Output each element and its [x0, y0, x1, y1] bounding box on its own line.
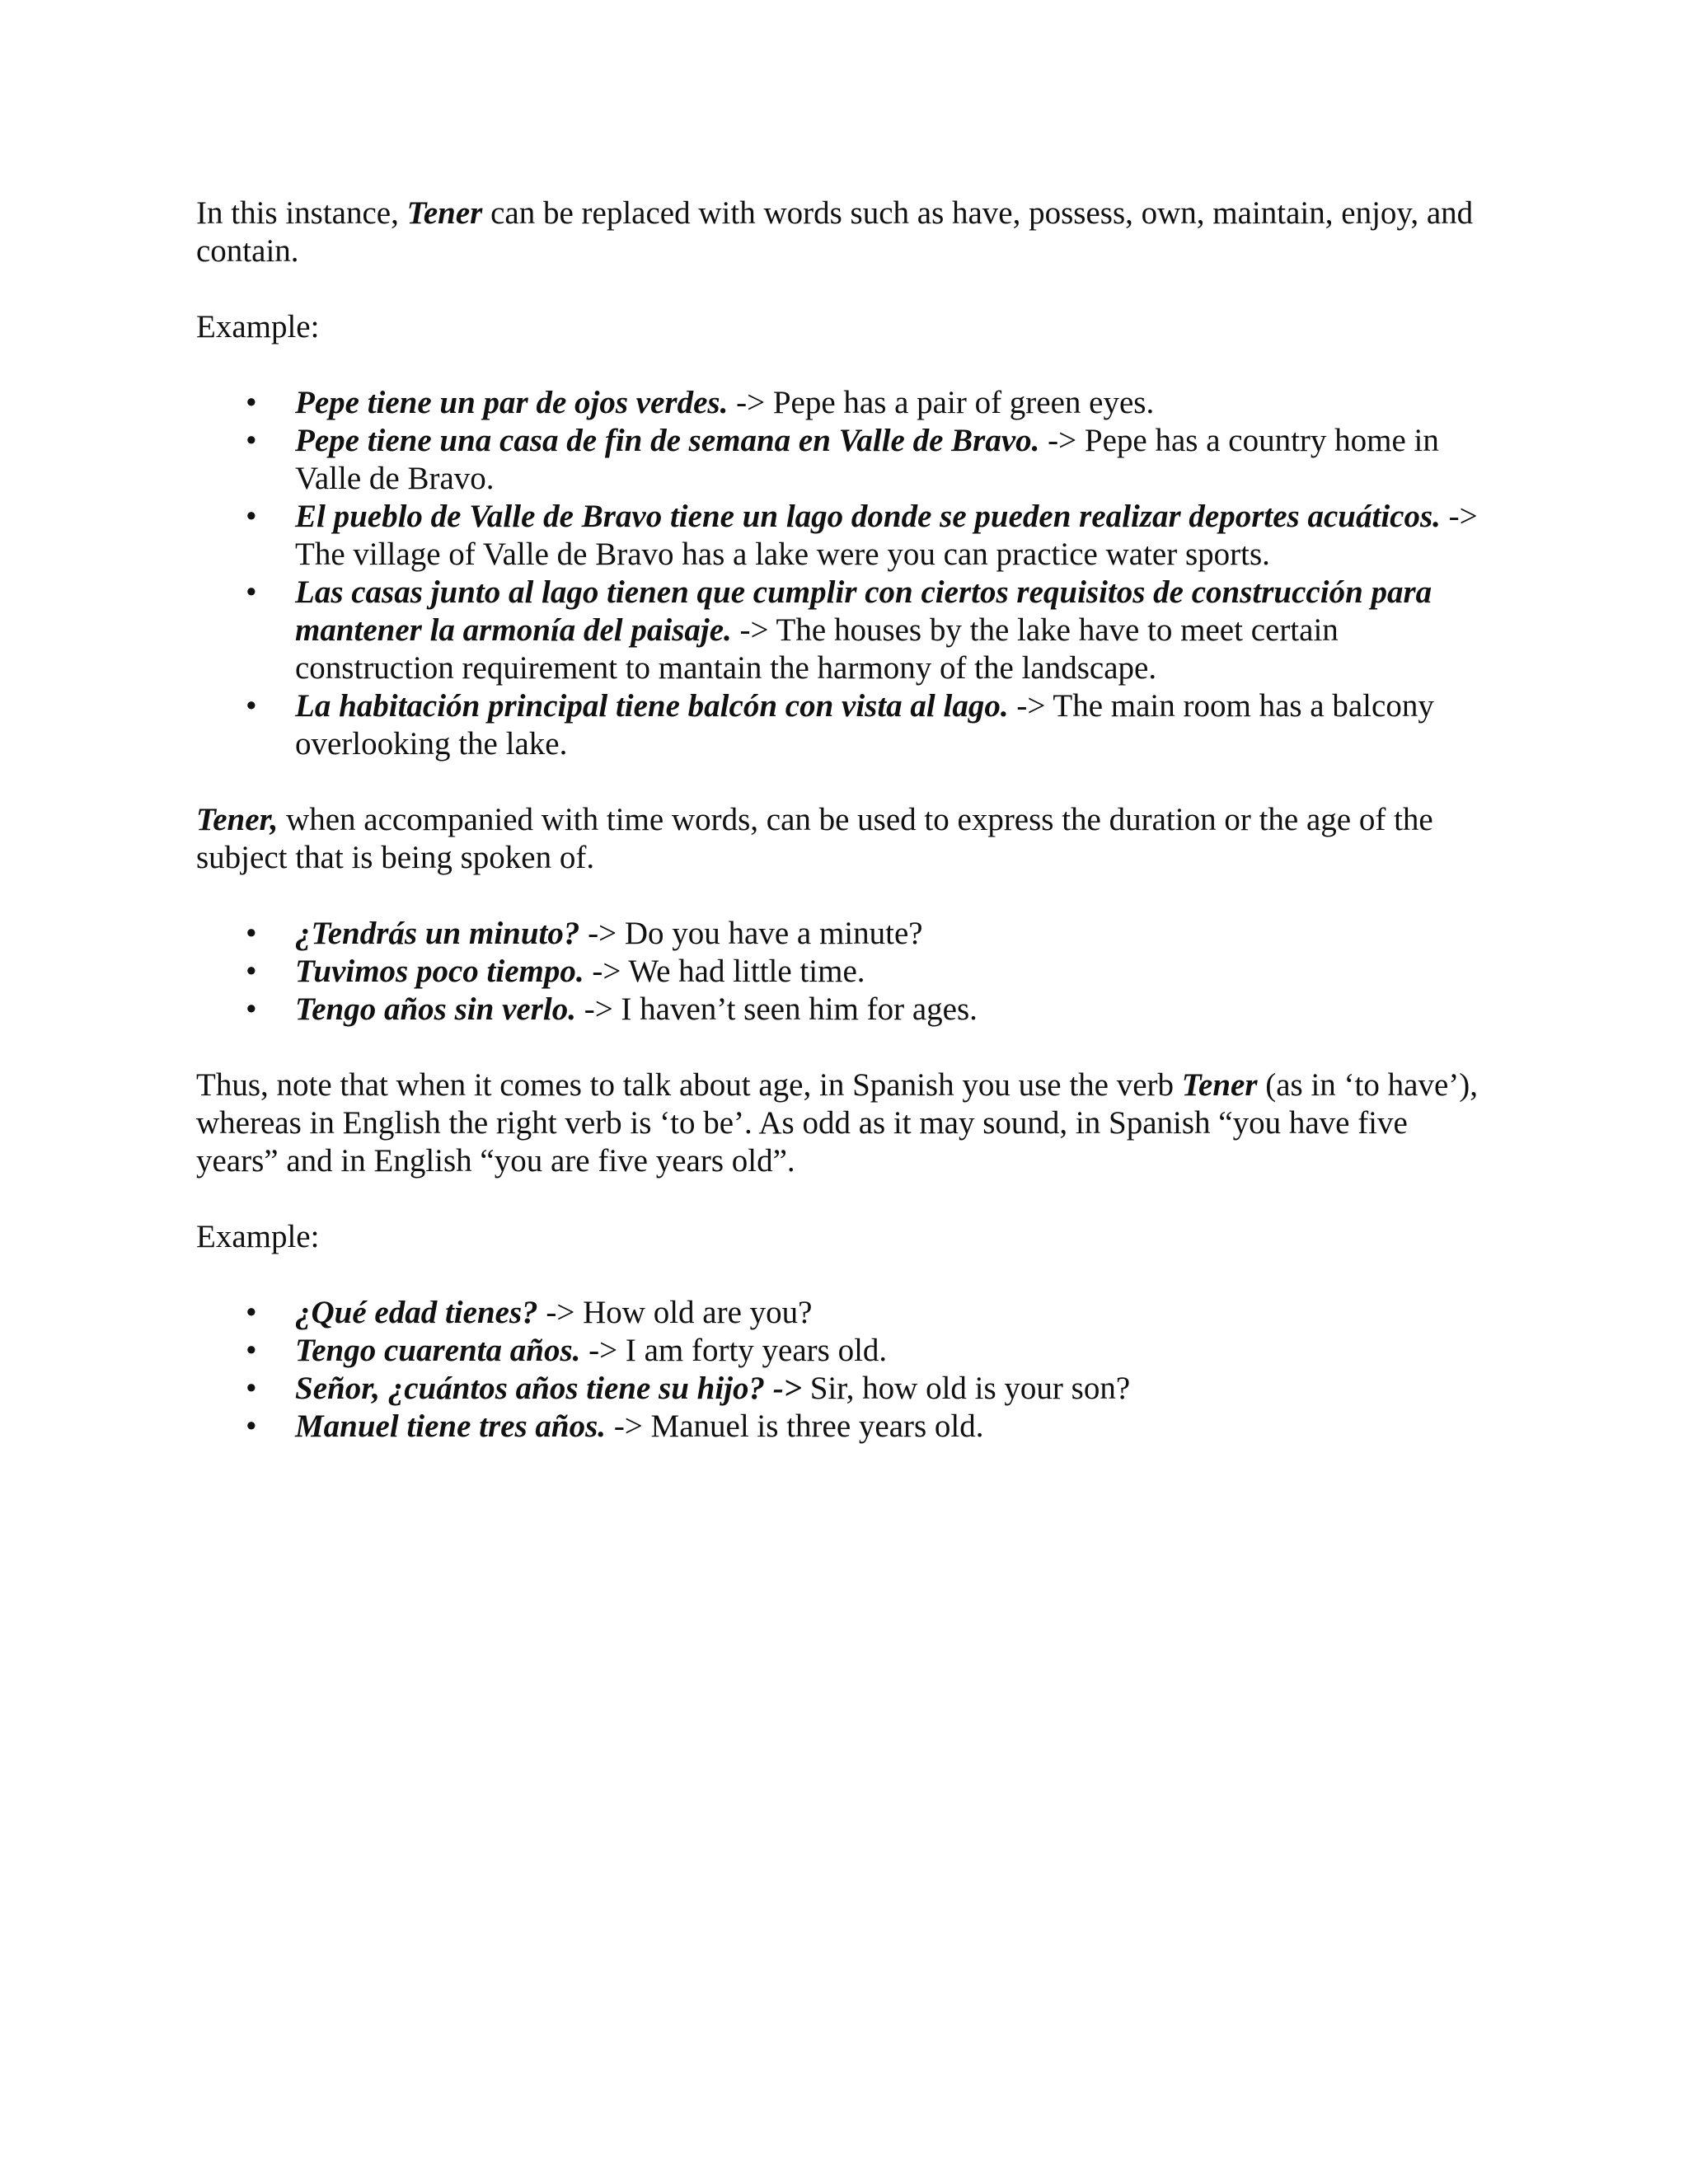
list-item [196, 1408, 1490, 1446]
example-list-possession [196, 384, 1490, 763]
intro-paragraph [196, 194, 1490, 270]
english-translation: -> I am forty years old. [580, 1333, 888, 1368]
spanish-sentence: Señor, ¿cuántos años tiene su hijo? -> [295, 1371, 802, 1406]
keyword-tener: Tener [1181, 1067, 1258, 1103]
intro-text-post: can be replaced with words such as have, possess, own, maintain, enjoy, and contain. [196, 195, 1474, 269]
spanish-sentence: ¿Qué edad tienes? [295, 1295, 538, 1330]
list-item [196, 915, 1490, 953]
english-translation: Sir, how old is your son? [801, 1371, 1131, 1406]
age-text-pre: Thus, note that when it comes to talk about age, in Spanish you use the verb [196, 1067, 1182, 1103]
spanish-sentence: Tengo años sin verlo. [295, 991, 576, 1027]
english-translation: -> The village of Valle de Bravo has a lake were you can practice water sports. [295, 499, 1478, 572]
age-text-post: (as in ‘to have’), whereas in English the right verb is ‘to be’. As odd as it may sound, in Spanish “you have five years” and in English “you are five years old”. [196, 1067, 1478, 1179]
age-paragraph [196, 1066, 1490, 1180]
intro-text-pre: In this instance, [196, 195, 407, 231]
spanish-sentence: Tengo cuarenta años. [295, 1333, 581, 1368]
spanish-sentence: Las casas junto al lago tienen que cumplir con ciertos requisitos de construcción para mantener la armonía del paisaje. [295, 574, 1432, 648]
example-list-age [196, 1294, 1490, 1446]
english-translation: -> Pepe has a country home in Valle de Bravo. [295, 423, 1439, 496]
english-translation: -> We had little time. [584, 954, 865, 989]
english-translation: -> The houses by the lake have to meet certain construction requirement to mantain the harmony of the landscape. [295, 612, 1339, 686]
keyword-tener: Tener, [196, 802, 279, 837]
spanish-sentence: Manuel tiene tres años. [295, 1408, 607, 1444]
list-item [196, 1332, 1490, 1370]
list-item [196, 1294, 1490, 1332]
example-list-duration [196, 915, 1490, 1029]
example-label: Example: [196, 309, 320, 344]
list-item [196, 574, 1490, 687]
list-item [196, 422, 1490, 498]
bullet-marker: • [246, 423, 257, 458]
duration-paragraph [196, 801, 1490, 877]
list-item [196, 384, 1490, 422]
bullet-marker: • [246, 688, 257, 724]
bullet-marker: • [246, 499, 257, 534]
spanish-sentence: Pepe tiene una casa de fin de semana en Valle de Bravo. [295, 423, 1040, 458]
bullet-marker: • [246, 1371, 257, 1406]
keyword-tener: Tener [406, 195, 483, 231]
english-translation: -> How old are you? [537, 1295, 813, 1330]
list-item [196, 498, 1490, 574]
spanish-sentence: El pueblo de Valle de Bravo tiene un lago donde se pueden realizar deportes acuáticos. [295, 499, 1441, 534]
english-translation: -> Manuel is three years old. [606, 1408, 984, 1444]
duration-text: when accompanied with time words, can be used to express the duration or the age of the subject that is being spoken of. [196, 802, 1433, 875]
list-item [196, 953, 1490, 991]
bullet-marker: • [246, 1295, 257, 1330]
english-translation: -> Pepe has a pair of green eyes. [728, 385, 1155, 420]
list-item [196, 687, 1490, 763]
english-translation: -> Do you have a minute? [579, 916, 923, 951]
bullet-marker: • [246, 916, 257, 951]
bullet-marker: • [246, 574, 257, 610]
bullet-marker: • [246, 1333, 257, 1368]
list-item [196, 991, 1490, 1029]
spanish-sentence: La habitación principal tiene balcón con vista al lago. [295, 688, 1009, 724]
bullet-marker: • [246, 954, 257, 989]
list-item [196, 1370, 1490, 1408]
document-page [196, 194, 1490, 1483]
spanish-sentence: Tuvimos poco tiempo. [295, 954, 584, 989]
bullet-marker: • [246, 991, 257, 1027]
example-label: Example: [196, 1219, 320, 1254]
bullet-marker: • [246, 385, 257, 420]
spanish-sentence: ¿Tendrás un minuto? [295, 916, 580, 951]
english-translation: -> The main room has a balcony overlooking the lake. [295, 688, 1434, 762]
spanish-sentence: Pepe tiene un par de ojos verdes. [295, 385, 729, 420]
bullet-marker: • [246, 1408, 257, 1444]
english-translation: -> I haven’t seen him for ages. [575, 991, 978, 1027]
